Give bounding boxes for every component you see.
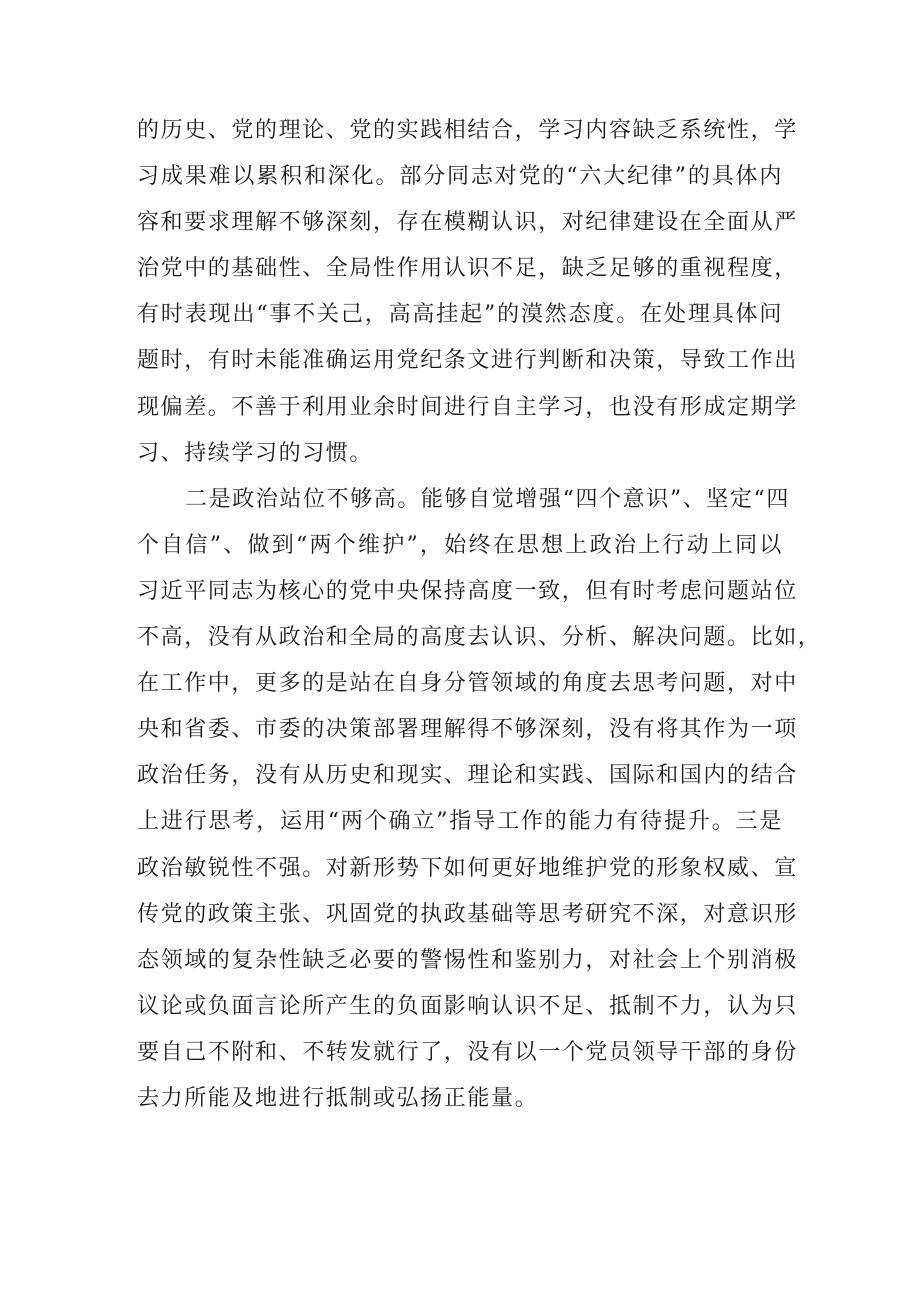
paragraph-line: 习成果难以累积和深化。部分同志对党的“六大纪律”的具体内 — [137, 164, 783, 190]
paragraph-line: 议论或负面言论所产生的负面影响认识不足、抵制不力，认为只 — [137, 993, 798, 1019]
paragraph-line: 的历史、党的理论、党的实践相结合，学习内容缺乏系统性，学 — [137, 118, 798, 143]
paragraph-line: 在工作中，更多的是站在自身分管领域的角度去思考问题，对中 — [137, 671, 798, 697]
paragraph-line: 二是政治站位不够高。能够自觉增强“四个意识”、坚定“四 — [185, 486, 790, 512]
paragraph-1 — [137, 108, 798, 477]
paragraph-line: 政治任务，没有从历史和现实、理论和实践、国际和国内的结合 — [137, 763, 798, 789]
paragraph-line: 个自信”、做到“两个维护”，始终在思想上政治上行动上同以 — [137, 532, 783, 558]
paragraph-line: 容和要求理解不够深刻，存在模糊认识，对纪律建设在全面从严 — [137, 210, 798, 236]
paragraph-line: 上进行思考，运用“两个确立”指导工作的能力有待提升。三是 — [137, 809, 783, 835]
paragraph-line: 治党中的基础性、全局性作用认识不足，缺乏足够的重视程度， — [137, 256, 798, 282]
paragraph-line: 题时，有时未能准确运用党纪条文进行判断和决策，导致工作出 — [137, 348, 798, 374]
paragraph-2 — [137, 477, 822, 1122]
paragraph-line: 现偏差。不善于利用业余时间进行自主学习，也没有形成定期学 — [137, 394, 798, 420]
document-body — [137, 108, 822, 1122]
paragraph-line: 习近平同志为核心的党中央保持高度一致，但有时考虑问题站位 — [137, 578, 798, 604]
paragraph-line: 习、持续学习的习惯。 — [137, 440, 374, 466]
paragraph-line: 有时表现出“事不关己，高高挂起”的漠然态度。在处理具体问 — [137, 302, 783, 328]
paragraph-line: 要自己不附和、不转发就行了，没有以一个党员领导干部的身份 — [137, 1039, 798, 1065]
paragraph-line: 传党的政策主张、巩固党的执政基础等思考研究不深，对意识形 — [137, 901, 798, 927]
paragraph-line: 政治敏锐性不强。对新形势下如何更好地维护党的形象权威、宣 — [137, 855, 798, 881]
paragraph-line: 央和省委、市委的决策部署理解得不够深刻，没有将其作为一项 — [137, 717, 798, 743]
paragraph-line: 去力所能及地进行抵制或弘扬正能量。 — [137, 1085, 539, 1111]
paragraph-line: 不高，没有从政治和全局的高度去认识、分析、解决问题。比如， — [137, 625, 822, 651]
paragraph-line: 态领域的复杂性缺乏必要的警惕性和鉴别力，对社会上个别消极 — [137, 947, 798, 973]
